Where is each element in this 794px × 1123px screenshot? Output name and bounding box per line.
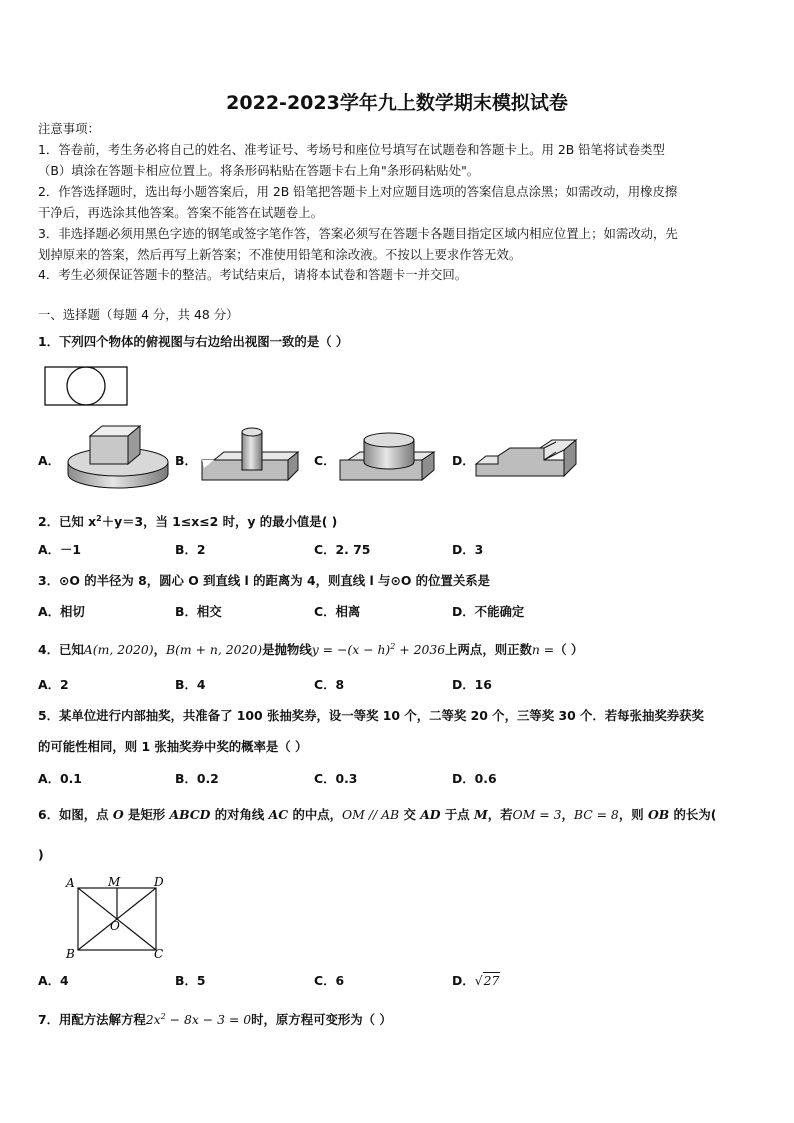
q2-stem-post: ＋y＝3，当 1≤x≤2 时，y 的最小值是( ) xyxy=(101,514,338,530)
q6-t8: ， xyxy=(561,807,574,822)
q4-parabola: y = −(x − h) xyxy=(311,642,391,658)
question-3-option-d: D．不能确定 xyxy=(452,604,525,619)
question-7-stem xyxy=(38,1008,392,1029)
question-5-line-2: 的可能性相同，则 1 张抽奖券中奖的概率是（ ） xyxy=(38,739,308,754)
question-6-stem xyxy=(38,806,716,824)
label-o: O xyxy=(110,919,120,933)
label-c: C xyxy=(154,947,164,961)
question-3-option-a: A．相切 xyxy=(38,604,85,619)
q2-stem-pre: 2．已知 x xyxy=(38,514,97,530)
q6-option-d-label: D． xyxy=(452,973,475,988)
section-heading: 一、选择题（每题 4 分，共 48 分） xyxy=(38,307,239,322)
question-3-option-b: B．相交 xyxy=(175,604,222,619)
q6-m3: AC xyxy=(268,807,289,822)
q6-m2: ABCD xyxy=(169,807,211,822)
q6-t5: 交 xyxy=(399,807,421,822)
q4-parabola-sup: 2 xyxy=(390,642,396,651)
q4-point-b: B(m + n, 2020) xyxy=(165,642,263,658)
q4-text-5: （ ） xyxy=(554,642,584,658)
question-3-option-c: C．相离 xyxy=(314,604,361,619)
q6-option-d-radicand: 27 xyxy=(483,973,500,988)
q6-t2: 是矩形 xyxy=(123,807,170,822)
label-a: A xyxy=(66,876,75,890)
rectangle-abcd-figure xyxy=(64,874,176,960)
q7-eq: 2x xyxy=(145,1012,161,1028)
option-c-solid-figure xyxy=(338,428,438,488)
q6-t3: 的对角线 xyxy=(210,807,269,822)
q6-m9: OB xyxy=(647,807,670,822)
question-1-option-a-label: A． xyxy=(38,453,60,468)
q6-m8: BC = 8 xyxy=(573,807,619,822)
q4-text-2: ， xyxy=(153,642,166,658)
question-4-option-d: D．16 xyxy=(452,677,492,692)
page-title: 2022-2023学年九上数学期末模拟试卷 xyxy=(226,92,568,114)
option-b-solid-figure xyxy=(200,426,304,488)
q7-t1: 7．用配方法解方程 xyxy=(38,1012,146,1028)
notice-line-4: 干净后，再选涂其他答案。答案不能答在试题卷上。 xyxy=(38,205,323,220)
question-6-option-b: B．5 xyxy=(175,973,206,988)
question-6-option-c: C．6 xyxy=(314,973,345,988)
label-d: D xyxy=(154,875,164,889)
q4-text-4: 上两点，则正数 xyxy=(445,642,532,658)
q6-t1: 6．如图，点 xyxy=(38,807,113,822)
q6-m7: OM = 3 xyxy=(512,807,562,822)
question-1-option-d-label: D． xyxy=(452,453,475,468)
question-2-option-c: C．2. 75 xyxy=(314,542,371,557)
q4-parabola-const: + 2036 xyxy=(395,642,446,658)
question-5-option-c: C．0.3 xyxy=(314,771,358,786)
q6-m6: M xyxy=(473,807,488,822)
q6-t4: 的中点， xyxy=(288,807,343,822)
question-5-option-a: A．0.1 xyxy=(38,771,82,786)
question-2-stem xyxy=(38,510,337,531)
question-2-option-b: B．2 xyxy=(175,542,206,557)
q4-text-1: 4．已知 xyxy=(38,642,84,658)
question-6-option-a: A．4 xyxy=(38,973,69,988)
question-1-option-c-label: C． xyxy=(314,453,336,468)
question-3-stem: 3．⊙O 的半径为 8，圆心 O 到直线 l 的距离为 4，则直线 l 与⊙O 的位置关系是 xyxy=(38,573,491,588)
question-4-option-a: A．2 xyxy=(38,677,69,692)
q6-m5: AD xyxy=(420,807,441,822)
notice-line-2: （B）填涂在答题卡相应位置上。将条形码粘贴在答题卡右上角"条形码粘贴处"。 xyxy=(38,163,480,178)
q7-t2: 时，原方程可变形为（ ） xyxy=(251,1012,392,1028)
notice-line-1: 1．答卷前，考生务必将自己的姓名、准考证号、考场号和座位号填写在试题卷和答题卡上。用 2B 铅笔将试卷类型 xyxy=(38,142,665,157)
q2-stem-sup: 2 xyxy=(96,514,102,523)
q6-m4: OM // AB xyxy=(342,807,400,822)
q6-t10: 的长为( xyxy=(669,807,717,822)
q7-eq-rest: − 8x − 3 = 0 xyxy=(165,1012,252,1028)
notice-heading: 注意事项： xyxy=(38,121,100,136)
q4-text-3: 是抛物线 xyxy=(262,642,312,658)
label-m: M xyxy=(108,875,121,889)
question-5-option-d: D．0.6 xyxy=(452,771,497,786)
q6-t6: 于点 xyxy=(440,807,474,822)
q6-t9: ，则 xyxy=(618,807,648,822)
question-4-option-b: B．4 xyxy=(175,677,206,692)
question-5-option-b: B．0.2 xyxy=(175,771,219,786)
question-1-stem: 1．下列四个物体的俯视图与右边给出视图一致的是（ ） xyxy=(38,334,349,349)
question-1-option-b-label: B． xyxy=(175,453,197,468)
question-4-option-c: C．8 xyxy=(314,677,345,692)
question-5-line-1: 5．某单位进行内部抽奖，共准备了 100 张抽奖券，设一等奖 10 个，二等奖 20 个，三等奖 30 个．若每张抽奖券获奖 xyxy=(38,708,704,723)
q6-t7: ，若 xyxy=(487,807,513,822)
notice-line-6: 划掉原来的答案，然后再写上新答案；不准使用铅笔和涂改液。不按以上要求作答无效。 xyxy=(38,247,522,262)
notice-line-5: 3．非选择题必须用黑色字迹的钢笔或签字笔作答，答案必须写在答题卡各题目指定区域内相应位置上；如需改动，先 xyxy=(38,226,678,241)
option-d-solid-figure xyxy=(474,436,578,488)
question-2-option-a: A．－1 xyxy=(38,542,81,557)
q6-m1: O xyxy=(112,807,124,822)
question-4-stem xyxy=(38,638,583,659)
notice-line-3: 2．作答选择题时，选出每小题答案后，用 2B 铅笔把答题卡上对应题目选项的答案信息点涂黑；如需改动，用橡皮擦 xyxy=(38,184,678,199)
notice-line-7: 4．考生必须保证答题卡的整洁。考试结束后，请将本试卷和答题卡一并交回。 xyxy=(38,267,468,282)
option-a-solid-figure xyxy=(66,422,170,492)
label-b: B xyxy=(66,947,75,961)
question-2-option-d: D．3 xyxy=(452,542,484,557)
question-6-close-paren: ) xyxy=(38,847,44,862)
top-view-figure xyxy=(44,366,130,408)
q7-eq-sup: 2 xyxy=(160,1012,166,1021)
question-6-option-d: D．√27 xyxy=(452,973,500,988)
q4-point-a: A(m, 2020) xyxy=(83,642,154,658)
q4-n-expr: n = xyxy=(531,642,555,658)
